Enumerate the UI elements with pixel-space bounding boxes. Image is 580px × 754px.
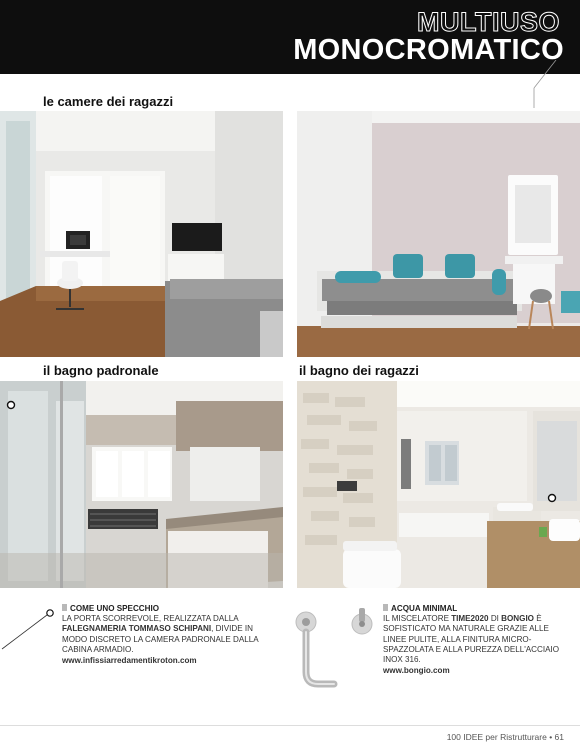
caption-acqua-brand-2: BONGIO [501,614,534,624]
header-kicker: MULTIUSO [417,7,560,37]
caption-mirror [62,604,262,666]
photo-kids-bedroom-daybed [297,111,580,357]
section-title-master-bath: il bagno padronale [43,363,159,378]
header-band [0,0,580,74]
caption-acqua [383,604,563,676]
header-headline: MONOCROMATICO [293,34,564,66]
footer-rule [0,725,580,726]
caption-acqua-text-2: È SOFISTICATO MA NATURALE GRAZIE ALLE LINEE PULITE, ALLA FINITURA MICRO-SPAZZOLATA E ALLA PUREZZA DELL'ACCIAIO INOX 316. [383,614,560,665]
caption-acqua-title: ACQUA MINIMAL [383,604,563,614]
caption-acqua-brand: TIME2020 [451,614,489,624]
photo-kids-bedroom-desk [0,111,283,357]
page-footer: 100 IDEE per Ristrutturare • 61 [446,732,564,742]
photo-faucet-time2020 [284,600,379,695]
caption-mirror-text-2: , DIVIDE IN MODO DISCRETO LA CAMERA PADRONALE DALLA CABINA ARMADIO. [62,624,259,654]
caption-acqua-url[interactable]: www.bongio.com [383,666,450,676]
caption-mirror-brand: FALEGNAMERIA TOMMASO SCHIPANI [62,624,212,634]
caption-acqua-text-1: IL MISCELATORE [383,614,449,624]
section-title-kids-bath: il bagno dei ragazzi [299,363,419,378]
section-title-kids-bedrooms: le camere dei ragazzi [43,94,174,109]
pointer-line-right [540,480,580,520]
photo-kids-bathroom [297,381,580,588]
pointer-line-left [0,605,60,655]
caption-mirror-title: COME UNO SPECCHIO [62,604,262,614]
caption-mirror-text-1: LA PORTA SCORREVOLE, REALIZZATA DALLA [62,614,239,624]
caption-mirror-url[interactable]: www.infissiarredamentikroton.com [62,656,197,666]
corner-line-decoration [520,60,560,110]
photo-master-bathroom [0,381,283,588]
caption-acqua-text-mid: DI [490,614,499,624]
